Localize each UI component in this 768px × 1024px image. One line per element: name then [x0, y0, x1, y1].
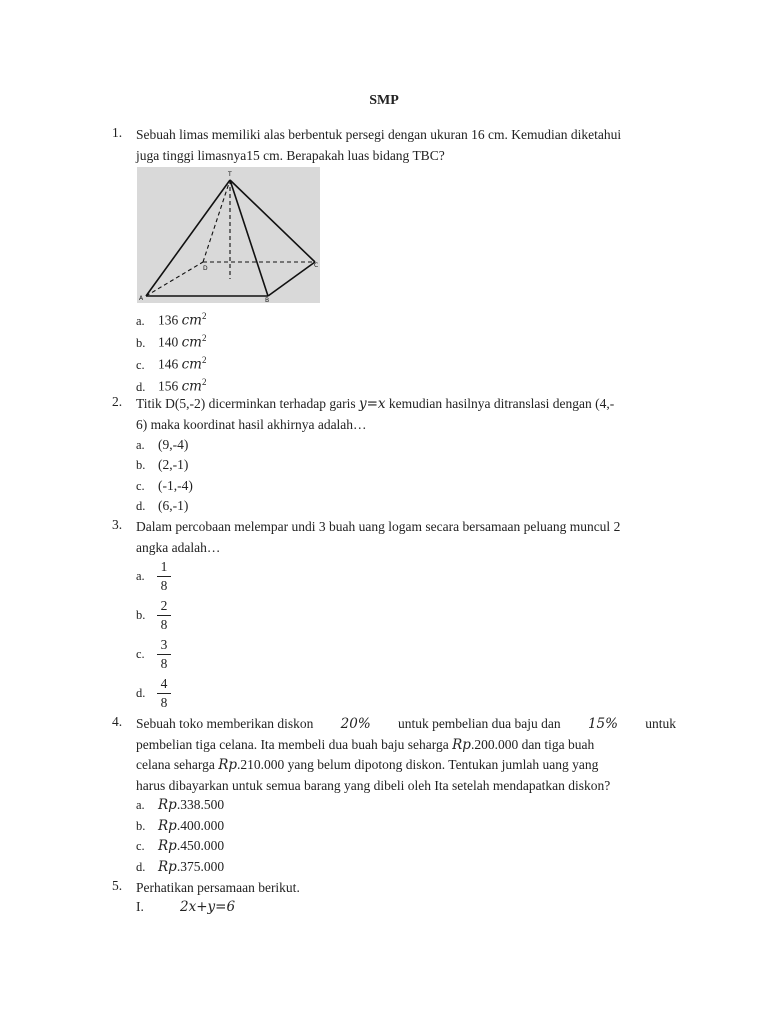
- q3-option-d-fraction: 4 8: [157, 676, 171, 711]
- question-4-line-2: pembelian tiga celana. Ita membeli dua buah baju seharga Rp.200.000 dan tiga buah: [136, 736, 595, 753]
- question-1-text: [136, 125, 676, 166]
- question-1-line-1: Sebuah limas memiliki alas berbentuk persegi dengan ukuran 16 cm. Kemudian diketahui: [136, 127, 622, 142]
- q3-option-c-letter: c.: [136, 647, 145, 661]
- question-4-line-4: harus dibayarkan untuk semua barang yang dibeli oleh Ita setelah mendapatkan diskon?: [136, 777, 611, 793]
- q5-item-1-equation: 2x+y=6: [180, 899, 236, 915]
- q3-option-c-fraction: 3 8: [157, 637, 171, 672]
- question-1-number: 1.: [112, 125, 123, 140]
- question-2-number: 2.: [112, 394, 123, 409]
- q1-option-d: d. 156 $cm^2$: [136, 377, 207, 395]
- q4-option-a: a. Rp.338.500: [136, 797, 225, 813]
- question-3-line-1: Dalam percobaan melempar undi 3 buah uang logam secara bersamaan peluang muncul 2: [136, 519, 621, 534]
- question-1-line-2: juga tinggi limasnya15 cm. Berapakah luas bidang TBC?: [136, 147, 445, 163]
- q2-option-c: c. (-1,-4): [136, 478, 193, 493]
- question-2-text: [136, 394, 676, 435]
- question-4-text: [136, 714, 676, 796]
- vertex-label-t: T: [228, 171, 232, 178]
- q3-option-a-letter: a.: [136, 569, 145, 583]
- vertex-label-c: C: [314, 262, 319, 269]
- question-4-line-3: celana seharga Rp.210.000 yang belum dipotong diskon. Tentukan jumlah uang yang: [136, 757, 599, 773]
- question-5-number: 5.: [112, 878, 123, 893]
- q2-option-d: d. (6,-1): [136, 498, 189, 513]
- vertex-label-a: A: [139, 295, 144, 302]
- vertex-label-b: B: [265, 297, 270, 303]
- q5-item-1-numeral: I.: [136, 899, 144, 914]
- question-3-line-2: angka adalah…: [136, 539, 221, 555]
- vertex-label-d: D: [203, 265, 208, 272]
- question-4-number: 4.: [112, 714, 123, 729]
- q4-option-c: c. Rp.450.000: [136, 838, 225, 854]
- q1-option-c: c. 146 $cm^2$: [136, 355, 207, 373]
- pyramid-figure: [137, 167, 320, 303]
- q3-option-b-fraction: 2 8: [157, 598, 171, 633]
- question-3-number: 3.: [112, 517, 123, 532]
- question-3-text: [136, 517, 676, 558]
- q1-option-a: a. 136 $cm^2$: [136, 311, 207, 329]
- q1-option-b: b. 140 $cm^2$: [136, 333, 207, 351]
- question-2-line-2: 6) maka koordinat hasil akhirnya adalah…: [136, 416, 367, 432]
- q3-option-d-letter: d.: [136, 686, 146, 700]
- q4-option-d: d. Rp.375.000: [136, 859, 225, 875]
- question-5-text: Perhatikan persamaan berikut.: [136, 880, 300, 895]
- question-4-line-1: Sebuah toko memberikan diskon 20% untuk pembelian dua baju dan 15% untuk: [136, 716, 676, 732]
- q3-option-b-letter: b.: [136, 608, 146, 622]
- page-title: SMP: [369, 93, 399, 108]
- question-2-line-1: Titik D(5,-2) dicerminkan terhadap garis y=x kemudian hasilnya ditranslasi dengan (4,-: [136, 396, 615, 412]
- q3-option-a-fraction: 1 8: [157, 559, 171, 594]
- q2-option-b: b. (2,-1): [136, 457, 189, 472]
- q2-option-a: a. (9,-4): [136, 437, 189, 452]
- q4-option-b: b. Rp.400.000: [136, 818, 225, 834]
